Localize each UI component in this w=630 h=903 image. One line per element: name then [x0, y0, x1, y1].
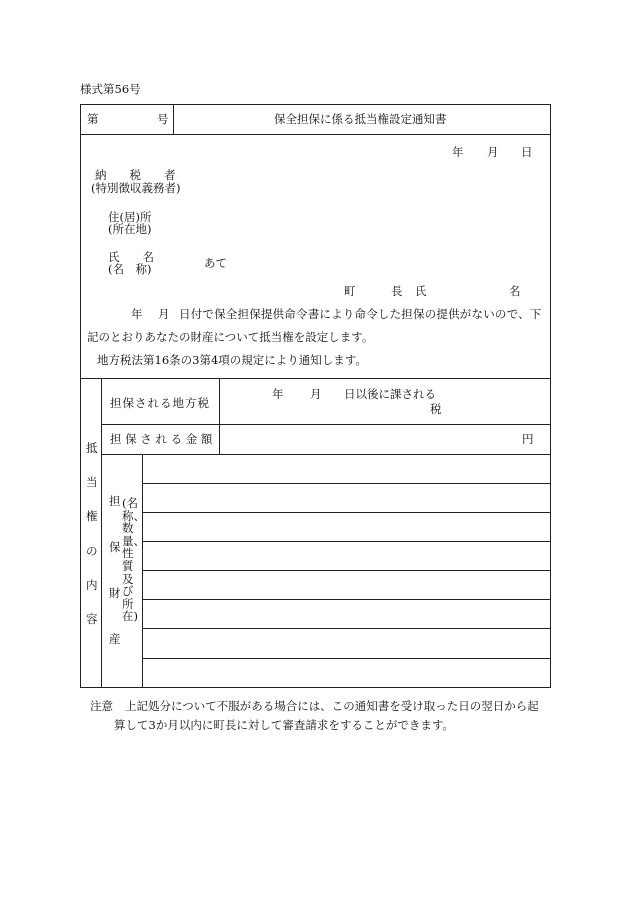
property-line	[142, 628, 551, 629]
form-number: 様式第56号	[80, 82, 141, 96]
details-top-divider	[80, 378, 551, 379]
address-sub-label: (所在地)	[108, 222, 152, 236]
secured-amount-label: 担 保 さ れ る 金 額	[110, 432, 213, 446]
property-line	[142, 483, 551, 484]
secured-tax-month: 月	[310, 387, 322, 401]
label-column-divider	[219, 378, 220, 454]
body-month: 月	[158, 307, 170, 321]
secured-tax-row-divider	[101, 424, 551, 425]
body-line-2: 記のとおりあなたの財産について抵当権を設定します。	[87, 330, 374, 344]
notice-line-2: 算して3か月以内に町長に対して審査請求をすることができます。	[114, 718, 454, 732]
date-month: 月	[487, 145, 499, 159]
header-divider	[80, 134, 551, 135]
property-line	[142, 658, 551, 659]
secured-tax-year: 年	[272, 387, 284, 401]
header-vertical-divider	[173, 104, 174, 134]
property-label-divider	[142, 454, 143, 688]
section-label-char: 抵	[86, 441, 98, 455]
property-label-char: 担	[109, 494, 121, 508]
property-line	[142, 541, 551, 542]
property-line	[142, 599, 551, 600]
body-line-3: 地方税法第16条の3第4項の規定により通知します。	[97, 353, 367, 367]
property-paren-label: (名称、数量、性質及び所在)	[122, 496, 145, 624]
notice-line-1: 上記処分について不服がある場合には、この通知書を受け取った日の翌日から起	[125, 699, 539, 713]
document-title: 保全担保に係る抵当権設定通知書	[274, 112, 447, 126]
date-year: 年	[452, 145, 464, 159]
secured-tax-tax: 税	[430, 402, 442, 416]
section-label-char: 内	[86, 578, 98, 592]
body-line-1: 日付で保全担保提供命令書により命令した担保の提供がないので、下	[179, 307, 542, 321]
property-line	[142, 512, 551, 513]
property-label-char: 保	[109, 540, 121, 554]
amount-unit: 円	[522, 432, 534, 446]
name-label: 氏 名	[108, 250, 154, 264]
name-sub-label: (名 称)	[108, 262, 152, 276]
property-label-char: 産	[109, 632, 121, 646]
secured-amount-row-divider	[101, 454, 551, 455]
taxpayer-label: 納 税 者	[95, 168, 176, 182]
section-label-char: の	[86, 544, 98, 558]
property-line	[142, 570, 551, 571]
secured-tax-after: 日以後に課される	[344, 387, 436, 401]
section-label-char: 権	[86, 509, 98, 523]
notice-label: 注意	[90, 699, 113, 713]
number-suffix: 号	[157, 112, 169, 126]
date-day: 日	[521, 145, 533, 159]
number-prefix: 第	[87, 112, 99, 126]
address-label: 住(居)所	[108, 210, 152, 224]
property-label-char: 財	[109, 586, 121, 600]
body-year: 年	[131, 307, 143, 321]
sender-mei: 名	[509, 284, 521, 298]
sender-shi: 氏	[415, 284, 427, 298]
sender-mayor: 長	[391, 284, 403, 298]
special-collector-label: (特別徴収義務者)	[91, 181, 181, 195]
section-label-char: 容	[86, 612, 98, 626]
secured-tax-label: 担保される地方税	[110, 396, 210, 410]
ate-label: あて	[204, 256, 227, 270]
section-label-char: 当	[86, 475, 98, 489]
sender-town: 町	[344, 284, 356, 298]
